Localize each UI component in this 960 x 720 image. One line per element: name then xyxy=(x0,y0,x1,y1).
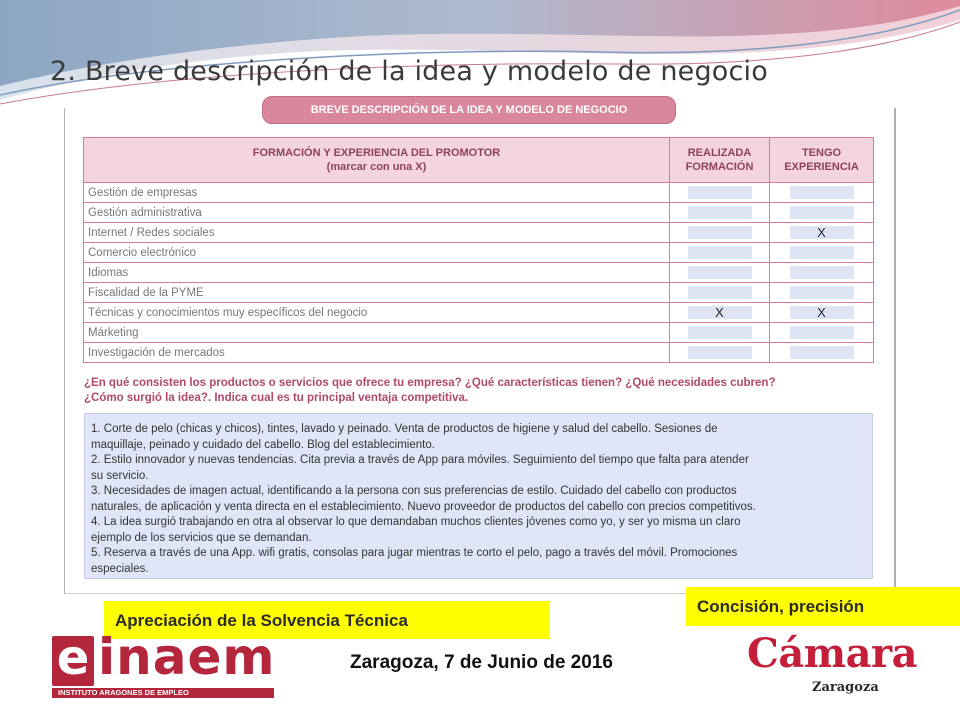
formacion-cell xyxy=(670,203,770,223)
header-experiencia-line2: EXPERIENCIA xyxy=(784,161,859,173)
table-row xyxy=(84,283,874,303)
answer-line: 3. Necesidades de imagen actual, identificando a la persona con sus preferencias de estilo. Cuidado del cabello con productos xyxy=(91,485,737,497)
table-row xyxy=(84,303,874,323)
table-row xyxy=(84,203,874,223)
formacion-cell xyxy=(670,183,770,203)
row-label: Internet / Redes sociales xyxy=(84,223,670,243)
row-label: Técnicas y conocimientos muy específicos del negocio xyxy=(84,303,670,323)
formacion-checkbox[interactable] xyxy=(688,346,752,359)
table-row xyxy=(84,183,874,203)
formacion-checkbox[interactable] xyxy=(688,186,752,199)
header-swoosh-decoration xyxy=(0,0,960,110)
solvencia-badge: Apreciación de la Solvencia Técnica xyxy=(104,601,550,639)
row-label: Comercio electrónico xyxy=(84,243,670,263)
formacion-cell xyxy=(670,243,770,263)
formacion-checkbox[interactable] xyxy=(688,266,752,279)
experiencia-cell xyxy=(770,323,874,343)
experiencia-cell xyxy=(770,203,874,223)
inaem-e-mark-icon: e xyxy=(52,636,94,686)
experiencia-cell xyxy=(770,303,874,323)
row-label: Gestión administrativa xyxy=(84,203,670,223)
formacion-cell xyxy=(670,343,770,363)
experiencia-checkbox[interactable] xyxy=(790,186,854,199)
inaem-logo xyxy=(52,628,276,700)
formacion-cell xyxy=(670,323,770,343)
experiencia-cell xyxy=(770,223,874,243)
table-header-row xyxy=(84,138,874,183)
slide-title: 2. Breve descripción de la idea y modelo de negocio xyxy=(50,56,768,87)
answer-line: naturales, de aplicación y venta directa en el establecimiento. Nuevo proveedor de productos del cabello con precios competitivos. xyxy=(91,500,756,513)
experiencia-cell xyxy=(770,243,874,263)
inaem-wordmark: inaem xyxy=(98,628,276,686)
answer-line: ejemplo de los servicios que se demandan. xyxy=(91,531,312,544)
answer-line: su servicio. xyxy=(91,469,149,482)
formacion-checkbox[interactable] xyxy=(688,326,752,339)
table-row xyxy=(84,243,874,263)
experiencia-checkbox[interactable]: X xyxy=(790,306,854,319)
footer-date: Zaragoza, 7 de Junio de 2016 xyxy=(350,652,613,673)
table-row xyxy=(84,263,874,283)
experiencia-checkbox[interactable] xyxy=(790,246,854,259)
formacion-cell xyxy=(670,263,770,283)
formacion-checkbox[interactable] xyxy=(688,206,752,219)
formacion-cell xyxy=(670,303,770,323)
formacion-cell xyxy=(670,283,770,303)
header-experiencia-line1: TENGO xyxy=(801,147,842,159)
answer-line: 1. Corte de pelo (chicas y chicos), tintes, lavado y peinado. Venta de productos de higiene y salud del cabello. Sesiones de xyxy=(91,423,718,435)
products-question xyxy=(84,376,884,406)
formacion-checkbox[interactable]: X xyxy=(688,306,752,319)
table-row xyxy=(84,323,874,343)
header-skill xyxy=(84,138,670,183)
header-skill-title: FORMACIÓN Y EXPERIENCIA DEL PROMOTOR xyxy=(252,147,501,159)
header-formacion xyxy=(670,138,770,183)
inaem-subtitle: INSTITUTO ARAGONES DE EMPLEO xyxy=(52,688,274,698)
experiencia-cell xyxy=(770,263,874,283)
formacion-checkbox[interactable] xyxy=(688,286,752,299)
experiencia-cell xyxy=(770,183,874,203)
question-line: ¿Cómo surgió la idea?. Indica cual es tu principal ventaja competitiva. xyxy=(84,392,469,404)
answer-line: 4. La idea surgió trabajando en otra al observar lo que demandaban muchos clientes jóvenes como yo, y ser yo misma un claro xyxy=(91,516,741,528)
row-label: Fiscalidad de la PYME xyxy=(84,283,670,303)
camara-subtitle: Zaragoza xyxy=(812,680,879,695)
answer-line: maquillaje, peinado y cuidado del cabello. Blog del establecimiento. xyxy=(91,438,435,451)
form-section-pill: BREVE DESCRIPCIÓN DE LA IDEA Y MODELO DE NEGOCIO xyxy=(262,96,676,124)
promoter-experience-table xyxy=(83,137,874,363)
header-experiencia xyxy=(770,138,874,183)
experiencia-checkbox[interactable] xyxy=(790,266,854,279)
header-skill-instruction: (marcar con una X) xyxy=(326,161,427,173)
row-label: Gestión de empresas xyxy=(84,183,670,203)
table-row xyxy=(84,343,874,363)
formacion-cell xyxy=(670,223,770,243)
formacion-checkbox[interactable] xyxy=(688,246,752,259)
header-formacion-line2: FORMACIÓN xyxy=(685,161,754,173)
experiencia-checkbox[interactable]: X xyxy=(790,226,854,239)
row-label: Idiomas xyxy=(84,263,670,283)
answer-line: especiales. xyxy=(91,562,149,575)
row-label: Márketing xyxy=(84,323,670,343)
experiencia-checkbox[interactable] xyxy=(790,346,854,359)
concision-badge: Concisión, precisión xyxy=(686,587,960,626)
table-row xyxy=(84,223,874,243)
answer-textarea[interactable] xyxy=(84,413,873,579)
camara-logo xyxy=(737,630,920,704)
camara-wordmark: Cámara xyxy=(747,630,917,677)
header-formacion-line1: REALIZADA xyxy=(687,147,752,159)
row-label: Investigación de mercados xyxy=(84,343,670,363)
formacion-checkbox[interactable] xyxy=(688,226,752,239)
experiencia-cell xyxy=(770,343,874,363)
experiencia-checkbox[interactable] xyxy=(790,206,854,219)
experiencia-checkbox[interactable] xyxy=(790,286,854,299)
experiencia-cell xyxy=(770,283,874,303)
answer-line: 2. Estilo innovador y nuevas tendencias. Cita previa a través de App para móviles. Seguimiento del tiempo que falta para atender xyxy=(91,454,749,466)
experiencia-checkbox[interactable] xyxy=(790,326,854,339)
answer-line: 5. Reserva a través de una App. wifi gratis, consolas para jugar mientras te corto el pelo, pago a través del móvil. Promociones xyxy=(91,547,738,559)
question-line: ¿En qué consisten los productos o servicios que ofrece tu empresa? ¿Qué características tienen? ¿Qué necesidades cubren? xyxy=(84,377,776,389)
